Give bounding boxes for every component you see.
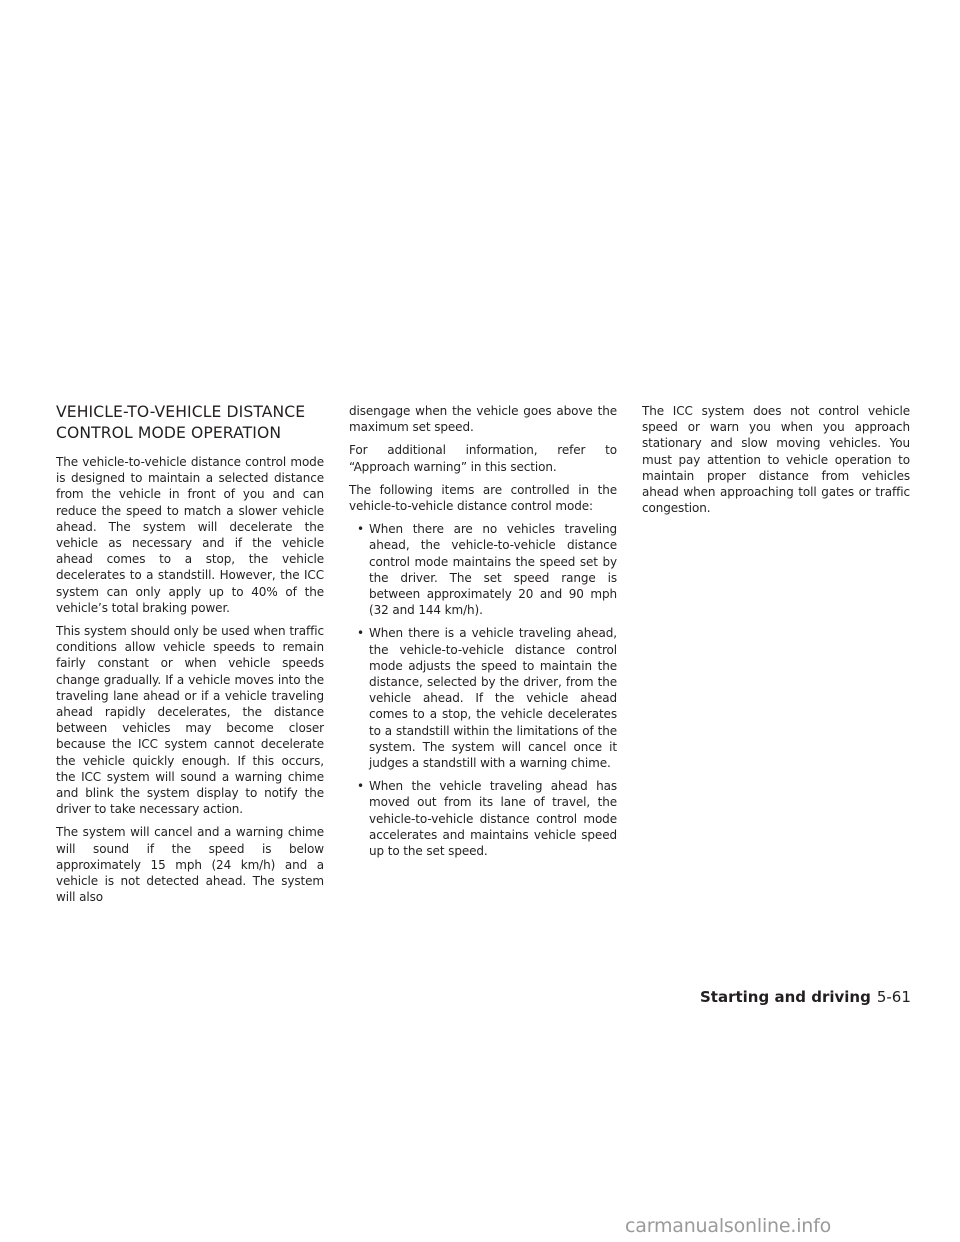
bullet-icon: •: [357, 626, 364, 641]
footer-section-title: Starting and driving: [700, 988, 871, 1006]
paragraph: The following items are controlled in the vehicle-to-vehicle distance control mode:: [349, 482, 617, 514]
list-item-text: When the vehicle traveling ahead has moved out from its lane of travel, the vehicle-to-vehicle distance control mode accelerates and maintains vehicle speed up to the set speed.: [369, 779, 617, 859]
list-item-text: When there are no vehicles traveling ahead, the vehicle-to-vehicle distance control mode maintains the speed set by the driver. The set speed range is between approximately 20 and 90 mph (32 and 144 km/h).: [369, 522, 617, 618]
section-heading: [56, 402, 324, 444]
paragraph: The ICC system does not control vehicle speed or warn you when you approach stationary and slow moving vehicles. You must pay attention to vehicle operation to maintain proper distance from vehicles ahead when approaching toll gates or traffic congestion.: [642, 404, 910, 516]
list-item-text: When there is a vehicle traveling ahead, the vehicle-to-vehicle distance control mode adjusts the speed to maintain the distance, selected by the driver, from the vehicle ahead. If the vehicle ahead comes to a stop, the vehicle decelerates to a standstill within the limitations of the system. The system will cancel once it judges a standstill with a warning chime.: [369, 626, 617, 771]
watermark: carmanualsonline.info: [625, 1215, 832, 1237]
page-number: 5-61: [876, 988, 911, 1006]
section-heading-line-1: VEHICLE-TO-VEHICLE DISTANCE: [56, 403, 306, 421]
column-middle: [349, 403, 617, 866]
column-left: [56, 400, 324, 912]
list-item: [349, 625, 617, 771]
paragraph: The system will cancel and a warning chime will sound if the speed is below approximately 15 mph (24 km/h) and a vehicle is not detected ahead. The system will also: [56, 825, 324, 905]
bullet-list: [349, 521, 617, 859]
paragraph: For additional information, refer to “Approach warning” in this section.: [349, 443, 617, 474]
column-right: [642, 403, 910, 523]
page-footer: [700, 987, 930, 1007]
section-heading-line-2: CONTROL MODE OPERATION: [56, 424, 282, 442]
bullet-icon: •: [357, 779, 364, 794]
list-item: [349, 778, 617, 859]
bullet-icon: •: [357, 522, 364, 537]
paragraph: The vehicle-to-vehicle distance control mode is designed to maintain a selected distance from the vehicle in front of you and can reduce the speed to match a slower vehicle ahead. The system will decelerate the vehicle as necessary and if the vehicle ahead comes to a stop, the vehicle decelerates to a standstill. However, the ICC system can only apply up to 40% of the vehicle’s total braking power.: [56, 455, 324, 615]
paragraph: disengage when the vehicle goes above the maximum set speed.: [349, 404, 617, 435]
list-item: [349, 521, 617, 618]
paragraph: This system should only be used when traffic conditions allow vehicle speeds to remain fairly constant or when vehicle speeds change gradually. If a vehicle moves into the traveling lane ahead or if a vehicle traveling ahead rapidly decelerates, the distance between vehicles may become closer because the ICC system cannot decelerate the vehicle quickly enough. If this occurs, the ICC system will sound a warning chime and blink the system display to notify the driver to take necessary action.: [56, 624, 324, 817]
